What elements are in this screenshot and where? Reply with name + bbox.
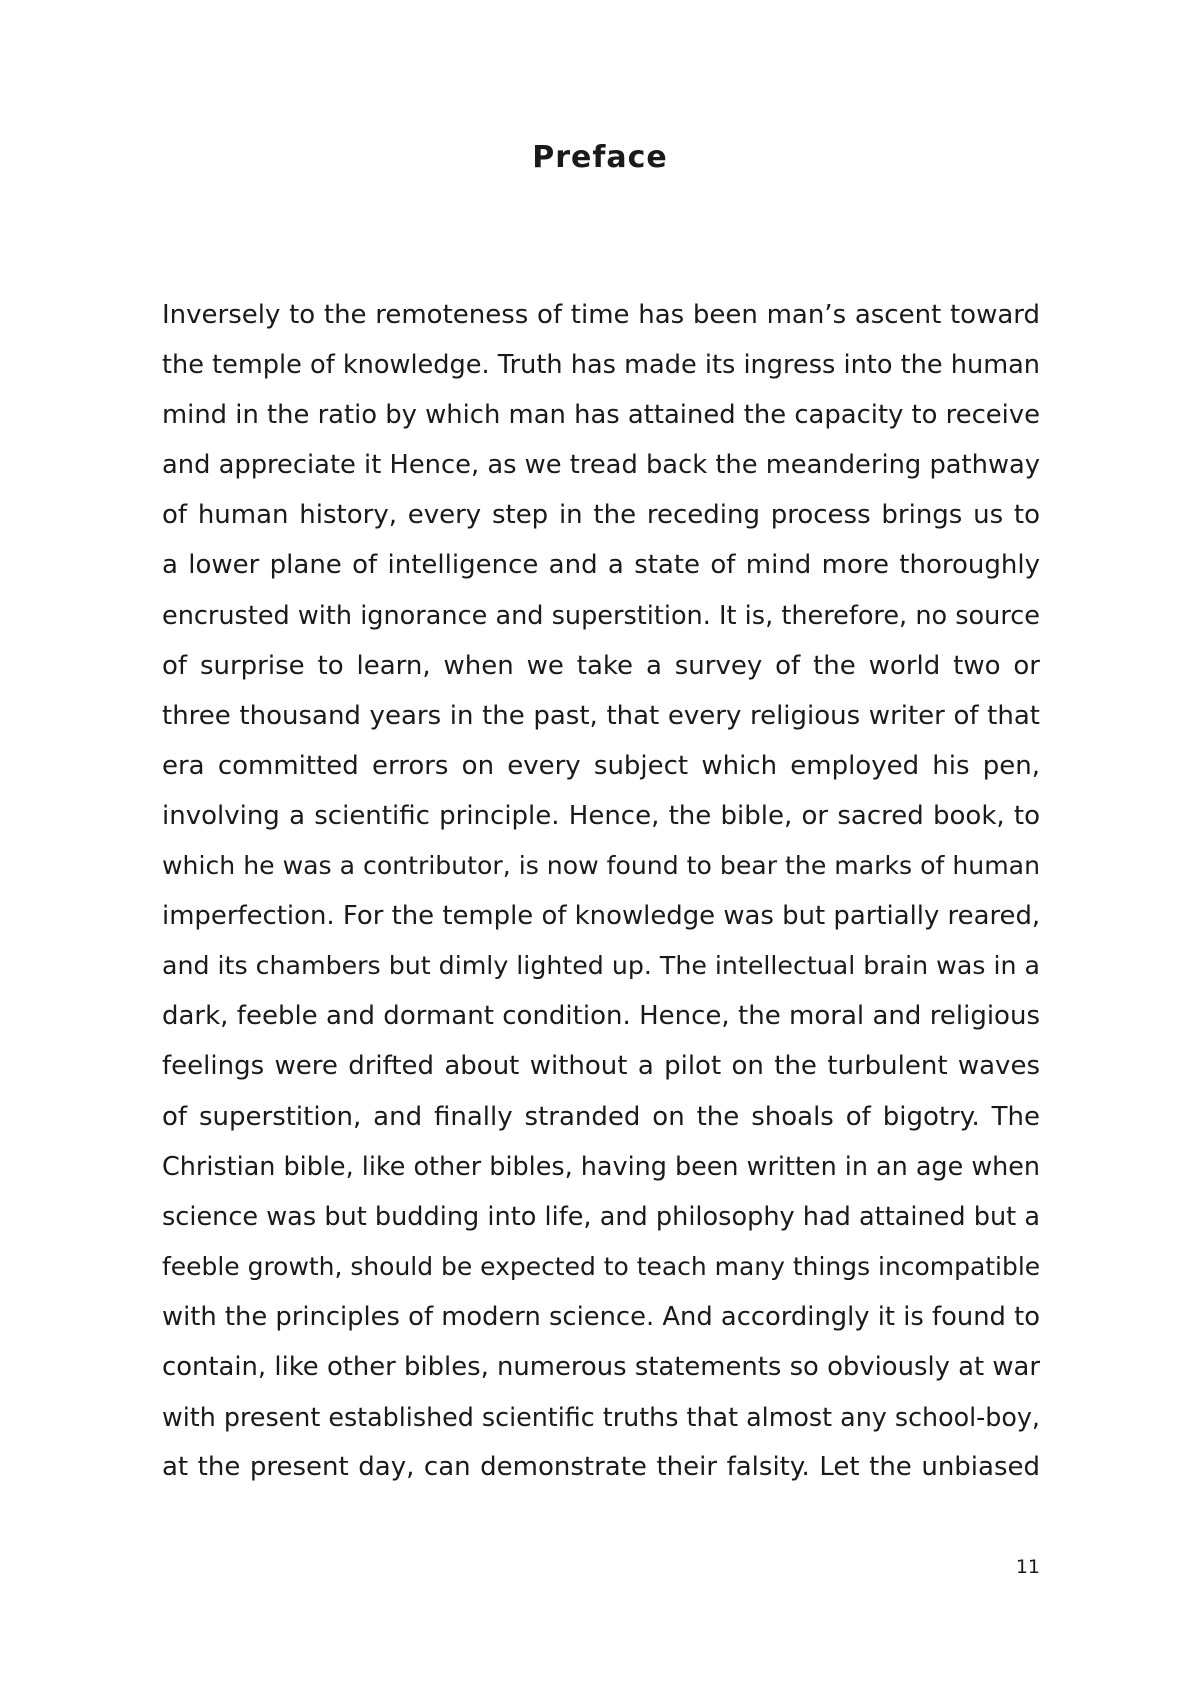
text-line: of human history, every step in the receding process brings us to bbox=[162, 500, 1040, 531]
text-line: feeble growth, should be expected to teach many things incompatible bbox=[162, 1251, 1041, 1281]
text-line: at the present day, can demonstrate their falsity. Let the unbiased bbox=[162, 1452, 1040, 1483]
text-line: Christian bible, like other bibles, having been written in an age when bbox=[162, 1151, 1041, 1182]
text-line: mind in the ratio by which man has attained the capacity to receive bbox=[162, 400, 1040, 431]
text-line: encrusted with ignorance and superstition. It is, therefore, no source bbox=[162, 600, 1040, 631]
text-line: the temple of knowledge. Truth has made its ingress into the human bbox=[162, 350, 1040, 381]
text-line: and its chambers but dimly lighted up. The intellectual brain was in a bbox=[162, 951, 1040, 981]
text-line: and appreciate it Hence, as we tread back the meandering pathway bbox=[162, 450, 1040, 481]
text-line: of superstition, and finally stranded on the shoals of bigotry. The bbox=[162, 1101, 1040, 1132]
text-line: a lower plane of intelligence and a state of mind more thoroughly bbox=[162, 550, 1040, 581]
body-text bbox=[162, 290, 1040, 1492]
text-line: imperfection. For the temple of knowledge was but partially reared, bbox=[162, 901, 1041, 932]
page-number: 11 bbox=[1015, 1556, 1040, 1578]
page-title: Preface bbox=[532, 140, 668, 175]
text-line: science was but budding into life, and philosophy had attained but a bbox=[162, 1201, 1040, 1232]
text-line: dark, feeble and dormant condition. Hence, the moral and religious bbox=[162, 1001, 1040, 1032]
text-line: of surprise to learn, when we take a survey of the world two or bbox=[162, 650, 1040, 681]
text-line: with present established scientific truths that almost any school-boy, bbox=[162, 1402, 1040, 1433]
text-line: contain, like other bibles, numerous statements so obviously at war bbox=[162, 1351, 1040, 1382]
text-line: Inversely to the remoteness of time has been man’s ascent toward bbox=[162, 300, 1040, 330]
text-line: which he was a contributor, is now found to bear the marks of human bbox=[162, 851, 1040, 881]
text-line: with the principles of modern science. And accordingly it is found to bbox=[162, 1301, 1040, 1332]
text-line: feelings were drifted about without a pilot on the turbulent waves bbox=[162, 1051, 1040, 1082]
text-line: era committed errors on every subject which employed his pen, bbox=[162, 750, 1040, 781]
text-line: involving a scientific principle. Hence, the bible, or sacred book, to bbox=[162, 800, 1040, 831]
text-line: three thousand years in the past, that every religious writer of that bbox=[162, 700, 1040, 731]
